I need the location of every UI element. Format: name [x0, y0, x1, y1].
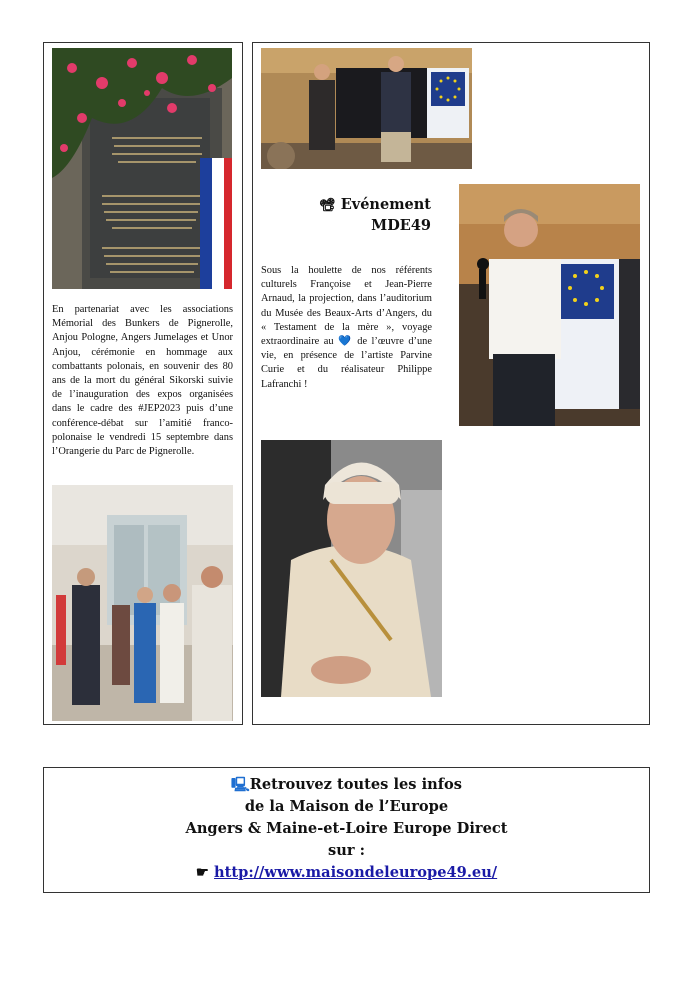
stage-speakers-photo: [261, 48, 472, 169]
footer-line-1: [44, 774, 649, 796]
memorial-plaque-photo: [52, 48, 232, 289]
elderly-woman-photo: [261, 440, 442, 697]
hand-pointing-right-icon: ☛: [195, 864, 209, 881]
footer-line-3: Angers & Maine-et-Loire Europe Direct: [185, 820, 508, 837]
footer-line-2: de la Maison de l’Europe: [244, 798, 449, 815]
event-title: [280, 195, 431, 236]
film-projector-icon: 📽: [319, 198, 336, 213]
footer-line-5: [44, 862, 649, 884]
footer-line-4: sur :: [328, 842, 365, 859]
event-title-line2: MDE49: [371, 217, 431, 234]
event-title-line1: Evénement: [340, 196, 431, 213]
footer-heading: Retrouvez toutes les infos: [249, 776, 462, 793]
left-paragraph: En partenariat avec les associations Mémorial des Bunkers de Pignerolle, Anjou Pologne, Angers Jumelages et Unor Anjou, cérémonie en hommage aux combattants polonais, en souvenir des 80 ans de la mort du général Sikorski suivie de l’inauguration des expos organisées dans le cadre des #JEP2023 puis d’une conférence-débat sur l’amitié franco-polonaise le vendredi 15 septembre dans l’Orangerie du Parc de Pignerolle.: [52, 304, 233, 458]
right-paragraph: Sous la houlette de nos référents culturels Françoise et Jean-Pierre Arnaud, la projection, dans l’auditorium du Musée des Beaux-Arts d’Angers, du « Testament de la mère », voyage extraordinaire au 💙 de l’œuvre d’une vie, en présence de l’artiste Parvine Curie et du réalisateur Philippe Lafranchi !: [261, 265, 432, 390]
man-with-microphone-photo: [459, 184, 640, 426]
gallery-visit-photo: [52, 485, 233, 721]
computer-icon: 🖳: [231, 777, 250, 793]
website-link[interactable]: http://www.maisondeleurope49.eu/: [214, 864, 498, 881]
footer-box: [43, 767, 650, 893]
